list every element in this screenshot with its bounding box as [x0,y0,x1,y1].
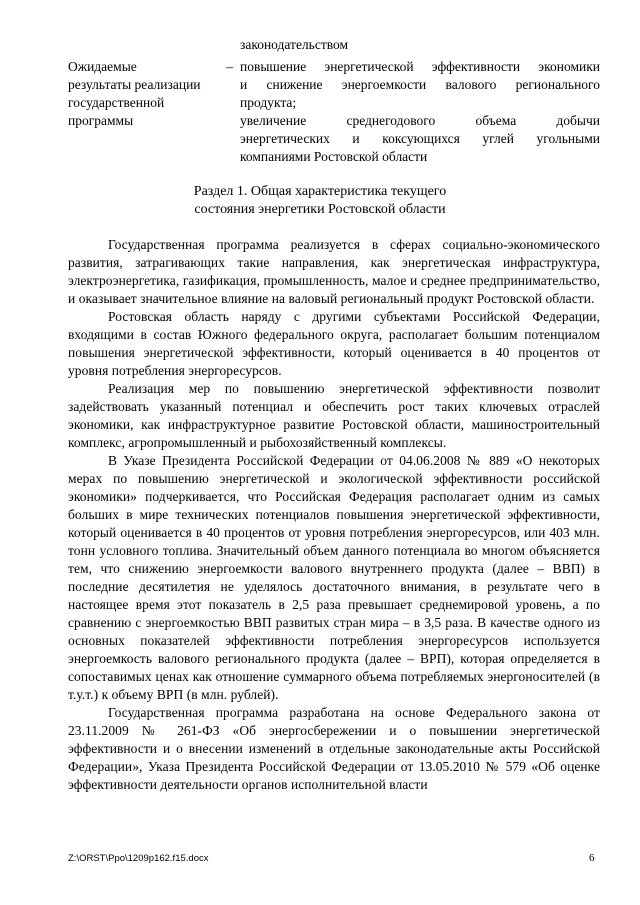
body-paragraph: Государственная программа реализуется в сферах социально-экономического развития, затрагивающих такие направления, как энергетическая инфраструктура, электроэнергетика, газификация, промышленность, малое и среднее предпринимательство, и оказывает значительное влияние на валовый региональный продукт Ростовской области. [68,237,600,306]
passport-label-line: результаты реализации [68,77,201,92]
footer-file-path: Z:\ORST\Ppo\1209p162.f15.docx [68,853,209,864]
body-paragraph: Государственная программа разработана на основе Федерального закона от 23.11.2009 № 261-ФЗ «Об энергосбережении и о повышении энергетической эффективности и о внесении изменений в отдельные законодательные акты Российской Федерации», Указа Президента Российской Федерации от 13.05.2010 № 579 «Об оценке эффективности деятельности органов исполнительной власти [68,705,600,792]
passport-value-line: продукта; [240,95,297,110]
passport-value-line: и снижение энергоемкости валового регионального [240,77,600,92]
passport-value-line: повышение энергетической эффективности экономики [240,59,600,74]
passport-continuation: законодательством [240,37,349,52]
body-paragraph: В Указе Президента Российской Федерации от 04.06.2008 № 889 «О некоторых мерах по повышению энергетической и экологической эффективности российской экономики» подчеркивается, что Российская Федерация располагает одним из самых больших в мире технических потенциалов повышения энергетической эффективности, который оценивается в 40 процентов от уровня потребления энергоресурсов, или 403 млн. тонн условного топлива. Значительный объем данного потенциала во многом объясняется тем, что снижению энергоемкости валового внутреннего продукта (далее – ВВП) в последние десятилетия не уделялось достаточного внимания, в результате чего в настоящее время этот показатель в 2,5 раза превышает среднемировой уровень, а по сравнению с энергоемкостью ВВП развитых стран мира – в 3,5 раза. В качестве одного из основных показателей эффективности потребления энергоресурсов используется энергоемкость валового регионального продукта (далее – ВРП), которая определяется в сопоставимых ценах как отношение суммарного объема потребляемых энергоносителей (в т.у.т.) к объему ВРП (в млн. рублей). [68,453,600,702]
section-heading-line: Раздел 1. Общая характеристика текущего [193,184,447,199]
page-number: 6 [589,852,595,864]
passport-value-line: энергетических и коксующихся углей угольными [240,131,600,146]
section-heading-line: состояния энергетики Ростовской области [194,202,446,217]
passport-label-line: государственной [68,95,165,110]
program-passport-fragment [0,0,640,164]
section-body [68,236,600,794]
passport-value-line: компаниями Ростовской области [240,149,428,164]
body-paragraph: Реализация мер по повышению энергетической эффективности позволит задействовать указанный потенциал и обеспечить рост таких ключевых отраслей экономики, как инфраструктурное развитие Ростовской области, машиностроительный комплекс, агропромышленный и рыбохозяйственный комплексы. [68,381,600,450]
passport-label-line: Ожидаемые – [68,59,233,74]
passport-value-line: увеличение среднегодового объема добычи [240,113,600,128]
passport-label-line: программы [68,113,134,128]
body-paragraph: Ростовская область наряду с другими субъектами Российской Федерации, входящими в состав Южного федерального округа, располагает большим потенциалом повышения энергетической эффективности, который оценивается в 40 процентов от уровня потребления энергоресурсов. [68,309,600,378]
